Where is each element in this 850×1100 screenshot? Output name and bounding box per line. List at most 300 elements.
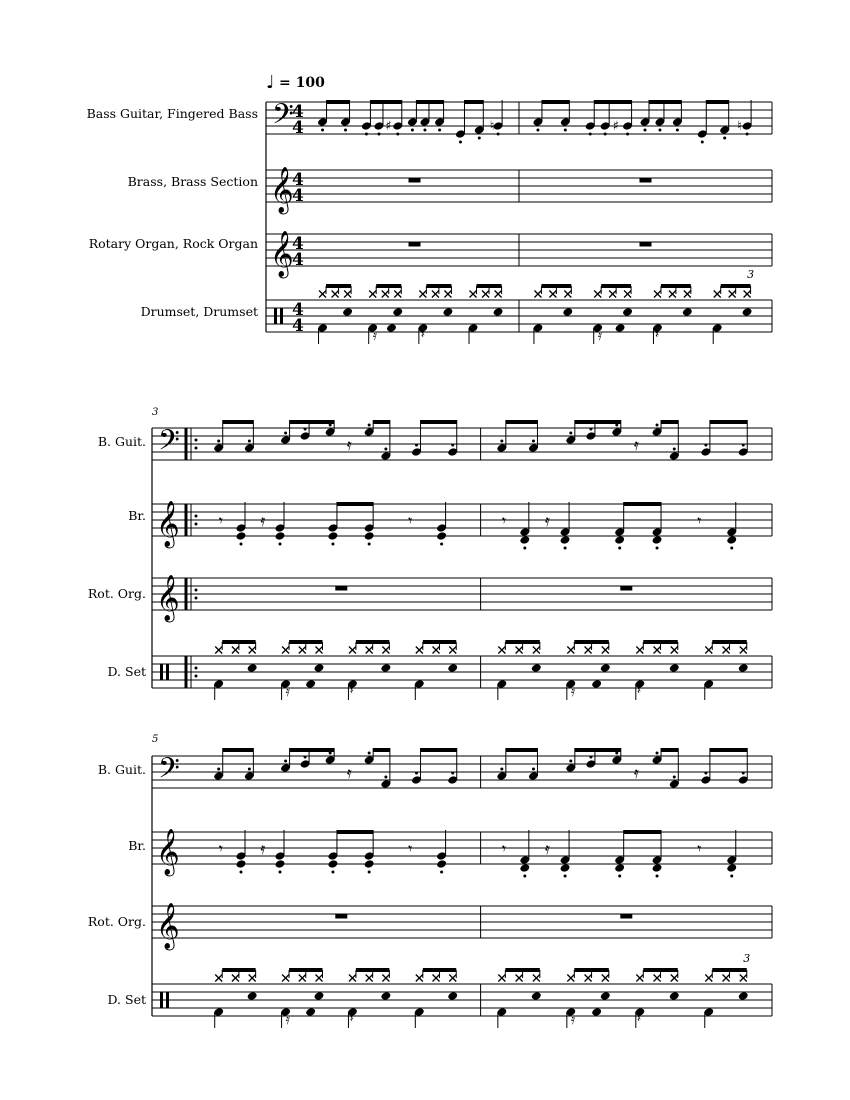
staff-label-bass-guitar-short: B. Guit.: [97, 434, 146, 449]
drum-measure: [532, 268, 754, 344]
snare-note: [600, 663, 611, 673]
x-notehead: [344, 291, 351, 298]
x-notehead: [624, 291, 631, 298]
staccato-dot: [536, 129, 539, 132]
x-notehead: [316, 975, 323, 982]
beam: [373, 748, 390, 752]
x-notehead: [382, 975, 389, 982]
snare-note: [742, 307, 753, 317]
staccato-dot: [217, 768, 220, 771]
x-notehead: [282, 975, 289, 982]
x-notehead: [705, 975, 712, 982]
beam: [376, 284, 401, 288]
staccato-dot: [478, 137, 481, 140]
bass-clef-icon: 𝄢: [272, 98, 294, 138]
beam: [574, 640, 608, 644]
measure-number-system-2: 3: [152, 407, 159, 418]
staccato-dot: [656, 547, 659, 550]
beam: [541, 284, 571, 288]
beam: [290, 420, 335, 424]
bass-measure: [317, 100, 504, 144]
beam: [710, 420, 747, 424]
sixteenth-rest-icon: 𝄿: [570, 684, 576, 700]
kick-note: [305, 1007, 316, 1017]
x-notehead: [684, 291, 691, 298]
x-notehead: [433, 647, 440, 654]
sixteenth-rest-icon: 𝄿: [260, 839, 266, 858]
eighth-rest-icon: 𝄾: [501, 839, 507, 858]
x-notehead: [516, 975, 523, 982]
tempo-quarter-note-icon: ♩: [266, 72, 275, 93]
beam: [643, 968, 677, 972]
staccato-dot: [368, 424, 371, 427]
time-signature-denominator: 4: [292, 118, 304, 138]
x-notehead: [654, 647, 661, 654]
tempo-marking: = 100: [279, 75, 325, 91]
snare-note: [314, 663, 325, 673]
brass-note: [560, 535, 571, 545]
brass-note: [726, 863, 737, 873]
system-1: [266, 98, 772, 344]
drum-measure: [496, 952, 750, 1028]
x-notehead: [394, 291, 401, 298]
staff-percussion: [152, 984, 772, 1016]
staccato-dot: [618, 547, 621, 550]
snare-note: [392, 307, 403, 317]
staccato-dot: [384, 448, 387, 451]
time-signature-numerator: 4: [292, 234, 304, 254]
x-notehead: [444, 291, 451, 298]
staccato-dot: [279, 871, 282, 874]
kick-note: [591, 679, 602, 689]
sixteenth-rest-icon: 𝄿: [346, 763, 352, 782]
kick-note: [591, 1007, 602, 1017]
beam: [326, 284, 351, 288]
staff-label-brass: Brass, Brass Section: [127, 174, 258, 189]
bass-measure: [496, 748, 748, 789]
staff-label-drumset-short: D. Set: [107, 664, 146, 679]
brass-measure: [219, 502, 447, 546]
snare-note: [562, 307, 573, 317]
kick-note: [615, 323, 626, 333]
snare-note: [442, 307, 453, 317]
x-notehead: [299, 975, 306, 982]
staccato-dot: [284, 432, 287, 435]
sixteenth-rest-icon: 𝄿: [346, 435, 352, 454]
repeat-dot: [195, 447, 198, 450]
sharp-icon: ♯: [385, 119, 392, 134]
drum-measure: [213, 640, 458, 700]
x-notehead: [729, 291, 736, 298]
x-notehead: [654, 975, 661, 982]
x-notehead: [549, 291, 556, 298]
eighth-rest-icon: 𝄾: [408, 839, 413, 858]
bass-clef-icon: 𝄢: [158, 752, 180, 792]
staccato-dot: [656, 752, 659, 755]
staccato-dot: [673, 448, 676, 451]
beam: [661, 420, 678, 424]
x-notehead: [419, 291, 426, 298]
staccato-dot: [569, 432, 572, 435]
system-2: [152, 420, 772, 700]
bass-clef-icon: 𝄢: [158, 424, 180, 464]
beam: [223, 420, 254, 424]
staccato-dot: [644, 129, 647, 132]
x-notehead: [714, 291, 721, 298]
time-signature-denominator: 4: [292, 316, 304, 336]
x-notehead: [585, 647, 592, 654]
bass-measure: [496, 420, 748, 461]
sharp-icon: ♯: [612, 119, 619, 134]
sixteenth-rest-icon: 𝄿: [634, 435, 639, 454]
sixteenth-rest-icon: 𝄿: [372, 328, 377, 344]
repeat-dot: [195, 439, 198, 442]
snare-note: [682, 307, 693, 317]
snare-note: [738, 991, 749, 1001]
x-notehead: [533, 647, 540, 654]
staccato-dot: [240, 543, 243, 546]
natural-icon: ♮: [489, 119, 495, 134]
x-notehead: [332, 291, 339, 298]
tuplet-number: 3: [743, 952, 751, 965]
snare-note: [738, 663, 749, 673]
snare-note: [380, 991, 391, 1001]
x-notehead: [299, 647, 306, 654]
x-notehead: [654, 291, 661, 298]
beam: [373, 420, 390, 424]
eighth-rest-icon: 𝄾: [501, 511, 507, 530]
staff-label-rotary-organ-short: Rot. Org.: [87, 914, 146, 929]
brass-note: [519, 863, 530, 873]
beam: [643, 640, 677, 644]
beam: [661, 748, 678, 752]
brass-note: [652, 863, 663, 873]
beam: [505, 968, 539, 972]
staccato-dot: [532, 440, 535, 443]
staccato-dot: [673, 776, 676, 779]
staccato-dot: [368, 543, 371, 546]
x-notehead: [602, 647, 609, 654]
beam: [222, 968, 255, 972]
staff-label-bass-guitar-short: B. Guit.: [97, 762, 146, 777]
x-notehead: [449, 975, 456, 982]
staccato-dot: [564, 129, 567, 132]
staff-bass: [152, 428, 772, 460]
snare-note: [247, 663, 258, 673]
repeat-dot: [195, 523, 198, 526]
x-notehead: [498, 647, 505, 654]
x-notehead: [316, 647, 323, 654]
staccato-dot: [423, 129, 426, 132]
staff-treble: [152, 578, 772, 610]
x-notehead: [564, 291, 571, 298]
beam: [222, 640, 255, 644]
quarter-rest-icon: 𝄽: [654, 326, 660, 342]
staccato-dot: [321, 129, 324, 132]
whole-rest: [640, 242, 652, 247]
snare-note: [622, 307, 633, 317]
staccato-dot: [658, 129, 661, 132]
x-notehead: [249, 975, 256, 982]
x-notehead: [282, 647, 289, 654]
beam: [505, 640, 539, 644]
treble-clef-icon: 𝄞: [156, 575, 180, 621]
beam: [477, 284, 502, 288]
x-notehead: [534, 291, 541, 298]
quarter-rest-icon: 𝄽: [636, 1010, 642, 1026]
snare-note: [380, 663, 391, 673]
whole-rest: [409, 178, 421, 183]
beam: [712, 640, 746, 644]
x-notehead: [671, 647, 678, 654]
x-notehead: [416, 975, 423, 982]
beam: [575, 748, 621, 752]
time-signature-denominator: 4: [292, 250, 304, 270]
x-notehead: [602, 975, 609, 982]
x-notehead: [705, 647, 712, 654]
quarter-rest-icon: 𝄽: [636, 682, 642, 698]
x-notehead: [349, 975, 356, 982]
beam: [421, 748, 457, 752]
whole-rest: [335, 586, 347, 591]
whole-rest: [409, 242, 421, 247]
beam: [721, 284, 751, 288]
snare-note: [493, 307, 504, 317]
snare-note: [314, 991, 325, 1001]
repeat-dot: [195, 675, 198, 678]
repeat-dot: [195, 589, 198, 592]
tuplet-number: 3: [747, 268, 755, 281]
eighth-rest-icon: 𝄾: [408, 511, 413, 530]
x-notehead: [498, 975, 505, 982]
beam: [223, 748, 254, 752]
staff-treble: [152, 906, 772, 938]
x-notehead: [740, 975, 747, 982]
whole-rest: [640, 178, 652, 183]
treble-clef-icon: 𝄞: [156, 903, 180, 949]
quarter-rest-icon: 𝄽: [349, 1010, 354, 1026]
x-notehead: [723, 647, 730, 654]
x-notehead: [533, 975, 540, 982]
x-notehead: [567, 647, 574, 654]
brass-measure: [219, 830, 447, 874]
system-3: [152, 748, 772, 1028]
repeat-dot: [195, 597, 198, 600]
staff-label-drumset-short: D. Set: [107, 992, 146, 1007]
x-notehead: [382, 647, 389, 654]
eighth-rest-icon: 𝄾: [697, 511, 702, 530]
x-notehead: [215, 975, 222, 982]
eighth-rest-icon: 𝄾: [218, 511, 223, 530]
x-notehead: [723, 975, 730, 982]
kick-note: [386, 323, 397, 333]
staff-label-rotary-organ-short: Rot. Org.: [87, 586, 146, 601]
staccato-dot: [331, 543, 334, 546]
x-notehead: [516, 647, 523, 654]
staccato-dot: [384, 776, 387, 779]
sixteenth-rest-icon: 𝄿: [260, 511, 266, 530]
brass-measure: [502, 502, 737, 550]
bass-measure: [532, 100, 752, 144]
drum-measure: [213, 968, 458, 1028]
staccato-dot: [656, 424, 659, 427]
treble-clef-icon: 𝄞: [156, 501, 180, 547]
snare-note: [669, 991, 680, 1001]
sixteenth-rest-icon: 𝄿: [634, 763, 639, 782]
beam: [423, 968, 456, 972]
beam: [289, 968, 322, 972]
staccato-dot: [217, 440, 220, 443]
x-notehead: [671, 975, 678, 982]
sixteenth-rest-icon: 𝄿: [285, 684, 290, 700]
beam: [356, 968, 389, 972]
x-notehead: [636, 975, 643, 982]
x-notehead: [449, 647, 456, 654]
snare-note: [531, 663, 542, 673]
staccato-dot: [730, 875, 733, 878]
x-notehead: [319, 291, 326, 298]
time-signature-numerator: 4: [292, 102, 304, 122]
beam: [506, 748, 538, 752]
beam: [356, 640, 389, 644]
quarter-rest-icon: 𝄽: [420, 326, 426, 342]
staccato-dot: [331, 871, 334, 874]
whole-rest: [335, 914, 347, 919]
staccato-dot: [459, 141, 462, 144]
sixteenth-rest-icon: 𝄿: [544, 511, 550, 530]
staccato-dot: [723, 137, 726, 140]
x-notehead: [232, 975, 239, 982]
time-signature-numerator: 4: [292, 170, 304, 190]
treble-clef-icon: 𝄞: [270, 231, 294, 277]
staff-bass: [152, 756, 772, 788]
staccato-dot: [438, 129, 441, 132]
staccato-dot: [618, 875, 621, 878]
x-notehead: [215, 647, 222, 654]
x-notehead: [349, 647, 356, 654]
quarter-rest-icon: 𝄽: [349, 682, 354, 698]
sixteenth-rest-icon: 𝄿: [285, 1012, 290, 1028]
x-notehead: [636, 647, 643, 654]
measure-number-system-3: 5: [152, 734, 159, 745]
staff-label-brass-short: Br.: [128, 838, 146, 853]
x-notehead: [232, 647, 239, 654]
staccato-dot: [344, 129, 347, 132]
x-notehead: [369, 291, 376, 298]
staccato-dot: [279, 543, 282, 546]
x-notehead: [249, 647, 256, 654]
time-signature-denominator: 4: [292, 186, 304, 206]
x-notehead: [432, 291, 439, 298]
staccato-dot: [248, 440, 251, 443]
beam: [712, 968, 746, 972]
beam: [601, 284, 631, 288]
brass-note: [614, 535, 625, 545]
x-notehead: [433, 975, 440, 982]
beam: [710, 748, 747, 752]
snare-note: [600, 991, 611, 1001]
x-notehead: [416, 647, 423, 654]
x-notehead: [744, 291, 751, 298]
x-notehead: [382, 291, 389, 298]
x-notehead: [594, 291, 601, 298]
staff-label-bass-guitar: Bass Guitar, Fingered Bass: [86, 106, 258, 121]
x-notehead: [609, 291, 616, 298]
snare-note: [669, 663, 680, 673]
eighth-rest-icon: 𝄾: [697, 839, 702, 858]
staccato-dot: [656, 875, 659, 878]
staccato-dot: [730, 547, 733, 550]
brass-note: [560, 863, 571, 873]
staff-percussion: [152, 656, 772, 688]
staccato-dot: [368, 871, 371, 874]
snare-note: [447, 991, 458, 1001]
brass-note: [519, 535, 530, 545]
brass-measure: [502, 830, 737, 878]
staccato-dot: [523, 875, 526, 878]
x-notehead: [585, 975, 592, 982]
beam: [661, 284, 691, 288]
staccato-dot: [569, 760, 572, 763]
x-notehead: [740, 647, 747, 654]
staccato-dot: [676, 129, 679, 132]
kick-note: [305, 679, 316, 689]
staff-label-brass-short: Br.: [128, 508, 146, 523]
staccato-dot: [532, 768, 535, 771]
snare-note: [447, 663, 458, 673]
x-notehead: [482, 291, 489, 298]
staff-label-rotary-organ: Rotary Organ, Rock Organ: [88, 236, 258, 251]
sixteenth-rest-icon: 𝄿: [544, 839, 550, 858]
snare-note: [531, 991, 542, 1001]
x-notehead: [366, 975, 373, 982]
bass-measure: [213, 420, 458, 461]
beam: [421, 420, 457, 424]
snare-note: [342, 307, 353, 317]
staccato-dot: [500, 768, 503, 771]
staccato-dot: [368, 752, 371, 755]
beam: [290, 748, 335, 752]
staccato-dot: [240, 871, 243, 874]
time-signature-numerator: 4: [292, 300, 304, 320]
brass-note: [614, 863, 625, 873]
natural-icon: ♮: [737, 119, 742, 134]
staccato-dot: [564, 547, 567, 550]
staccato-dot: [440, 871, 443, 874]
brass-note: [726, 535, 737, 545]
brass-note: [652, 535, 663, 545]
staccato-dot: [440, 543, 443, 546]
whole-rest: [620, 914, 632, 919]
snare-note: [247, 991, 258, 1001]
staff-label-drumset: Drumset, Drumset: [140, 304, 258, 319]
beam: [289, 640, 322, 644]
drum-measure: [496, 640, 748, 700]
repeat-dot: [195, 515, 198, 518]
sixteenth-rest-icon: 𝄿: [597, 328, 602, 344]
x-notehead: [669, 291, 676, 298]
staccato-dot: [701, 141, 704, 144]
staccato-dot: [248, 768, 251, 771]
treble-clef-icon: 𝄞: [156, 829, 180, 875]
sixteenth-rest-icon: 𝄿: [570, 1012, 576, 1028]
beam: [426, 284, 451, 288]
staccato-dot: [500, 440, 503, 443]
staccato-dot: [284, 760, 287, 763]
beam: [574, 968, 608, 972]
whole-rest: [620, 586, 632, 591]
x-notehead: [366, 647, 373, 654]
